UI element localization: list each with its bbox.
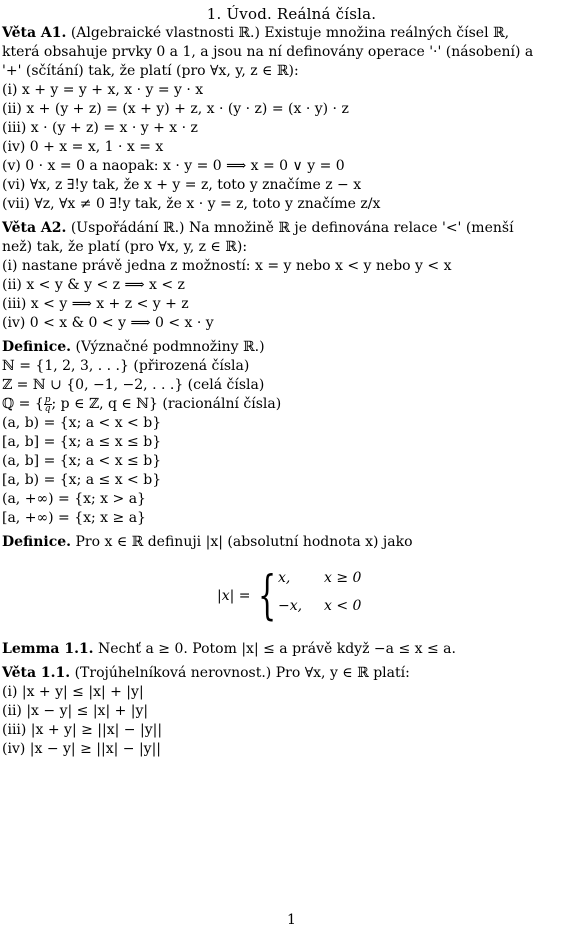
theorem-a2-item: (ii) x < y & y < z ⟹ x < z xyxy=(2,277,185,293)
theorem-1-1-item: (iii) |x + y| ≥ ||x| − |y|| xyxy=(2,722,163,738)
definition-subsets-item: (a, +∞) = {x; x > a} xyxy=(2,491,146,507)
page xyxy=(2,0,581,759)
page-number: 1 xyxy=(287,912,296,928)
rationals-prefix: ℚ = { xyxy=(2,396,44,412)
formula-case2-value: −x, xyxy=(278,598,303,614)
theorem-a1 xyxy=(2,24,581,214)
definition-subsets-item: [a, b] = {x; a ≤ x ≤ b} xyxy=(2,434,162,450)
definition-absolute-value-label: Definice. xyxy=(2,534,72,550)
definition-subsets-item: [a, +∞) = {x; x ≥ a} xyxy=(2,510,146,526)
lemma-label: Lemma 1.1. xyxy=(2,641,94,657)
theorem-1-1 xyxy=(2,664,581,759)
theorem-a2-item: (iv) 0 < x & 0 < y ⟹ 0 < x · y xyxy=(2,315,214,331)
theorem-a1-item: (ii) x + (y + z) = (x + y) + z, x · (y · z) = (x · y) · z xyxy=(2,101,349,117)
definition-absolute-value-text: Pro x ∈ ℝ definuji |x| (absolutní hodnota x) jako xyxy=(75,534,413,550)
theorem-a1-item: (i) x + y = y + x, x · y = y · x xyxy=(2,82,204,98)
theorem-a2-item: (i) nastane právě jedna z možností: x = y nebo x < y nebo y < x xyxy=(2,258,452,274)
definition-subsets-intro: (Význačné podmnožiny ℝ.) xyxy=(75,339,265,355)
formula-case1-condition: x ≥ 0 xyxy=(324,570,362,586)
theorem-a2-intro-1: (Uspořádání ℝ.) Na množině ℝ je definována relace '<' (menší xyxy=(70,220,514,236)
lemma xyxy=(2,640,581,659)
theorem-a1-label: Věta A1. xyxy=(2,25,67,41)
definition-subsets-item: ℤ = ℕ ∪ {0, −1, −2, . . .} (celá čísla) xyxy=(2,377,265,393)
formula-case2-condition: x < 0 xyxy=(324,598,362,614)
theorem-a1-item: (v) 0 · x = 0 a naopak: x · y = 0 ⟹ x = 0 ∨ y = 0 xyxy=(2,158,345,174)
lemma-text: Nechť a ≥ 0. Potom |x| ≤ a právě když −a ≤ x ≤ a. xyxy=(98,641,456,657)
definition-rationals xyxy=(2,395,581,414)
rationals-fraction xyxy=(44,396,52,413)
theorem-a1-item: (vi) ∀x, z ∃!y tak, že x + y = z, toto y značíme z − x xyxy=(2,177,362,193)
theorem-a1-intro-3: '+' (sčítání) tak, že platí (pro ∀x, y, z ∈ ℝ): xyxy=(2,63,299,79)
definition-absolute-value xyxy=(2,533,581,628)
theorem-1-1-item: (ii) |x − y| ≤ |x| + |y| xyxy=(2,703,149,719)
definition-subsets-item: (a, b) = {x; a < x < b} xyxy=(2,415,162,431)
definition-subsets-item: ℕ = {1, 2, 3, . . .} (přirozená čísla) xyxy=(2,358,250,374)
theorem-1-1-label: Věta 1.1. xyxy=(2,665,71,681)
theorem-a2-intro-2: než) tak, že platí (pro ∀x, y, z ∈ ℝ): xyxy=(2,239,248,255)
rationals-fraction-denominator: q xyxy=(44,403,51,414)
theorem-a1-intro-2: která obsahuje prvky 0 a 1, a jsou na ní definovány operace '·' (násobení) a xyxy=(2,44,534,60)
formula-lhs: |x| = xyxy=(217,588,251,604)
theorem-a1-item: (vii) ∀z, ∀x ≠ 0 ∃!y tak, že x · y = z, toto y značíme z/x xyxy=(2,196,381,212)
theorem-a2 xyxy=(2,219,581,333)
rationals-suffix: ; p ∈ ℤ, q ∈ ℕ} (racionální čísla) xyxy=(51,396,282,412)
rationals-fraction-numerator: p xyxy=(44,394,51,405)
definition-subsets-item: [a, b) = {x; a ≤ x < b} xyxy=(2,472,162,488)
definition-subsets-item: (a, b] = {x; a < x ≤ b} xyxy=(2,453,162,469)
theorem-1-1-item: (i) |x + y| ≤ |x| + |y| xyxy=(2,684,144,700)
theorem-a1-item: (iii) x · (y + z) = x · y + x · z xyxy=(2,120,198,136)
theorem-1-1-intro: (Trojúhelníková nerovnost.) Pro ∀x, y ∈ ℝ platí: xyxy=(74,665,410,681)
theorem-1-1-item: (iv) |x − y| ≥ ||x| − |y|| xyxy=(2,741,161,757)
theorem-a1-intro-1: (Algebraické vlastnosti ℝ.) Existuje množina reálných čísel ℝ, xyxy=(70,25,510,41)
definition-subsets-label: Definice. xyxy=(2,339,72,355)
page-title: 1. Úvod. Reálná čísla. xyxy=(206,5,377,23)
definition-subsets xyxy=(2,338,581,528)
theorem-a2-label: Věta A2. xyxy=(2,220,67,236)
absolute-value-formula xyxy=(2,566,581,628)
formula-case1-value: x, xyxy=(278,570,291,586)
theorem-a2-item: (iii) x < y ⟹ x + z < y + z xyxy=(2,296,189,312)
formula-brace: { xyxy=(258,566,277,626)
theorem-a1-item: (iv) 0 + x = x, 1 · x = x xyxy=(2,139,164,155)
